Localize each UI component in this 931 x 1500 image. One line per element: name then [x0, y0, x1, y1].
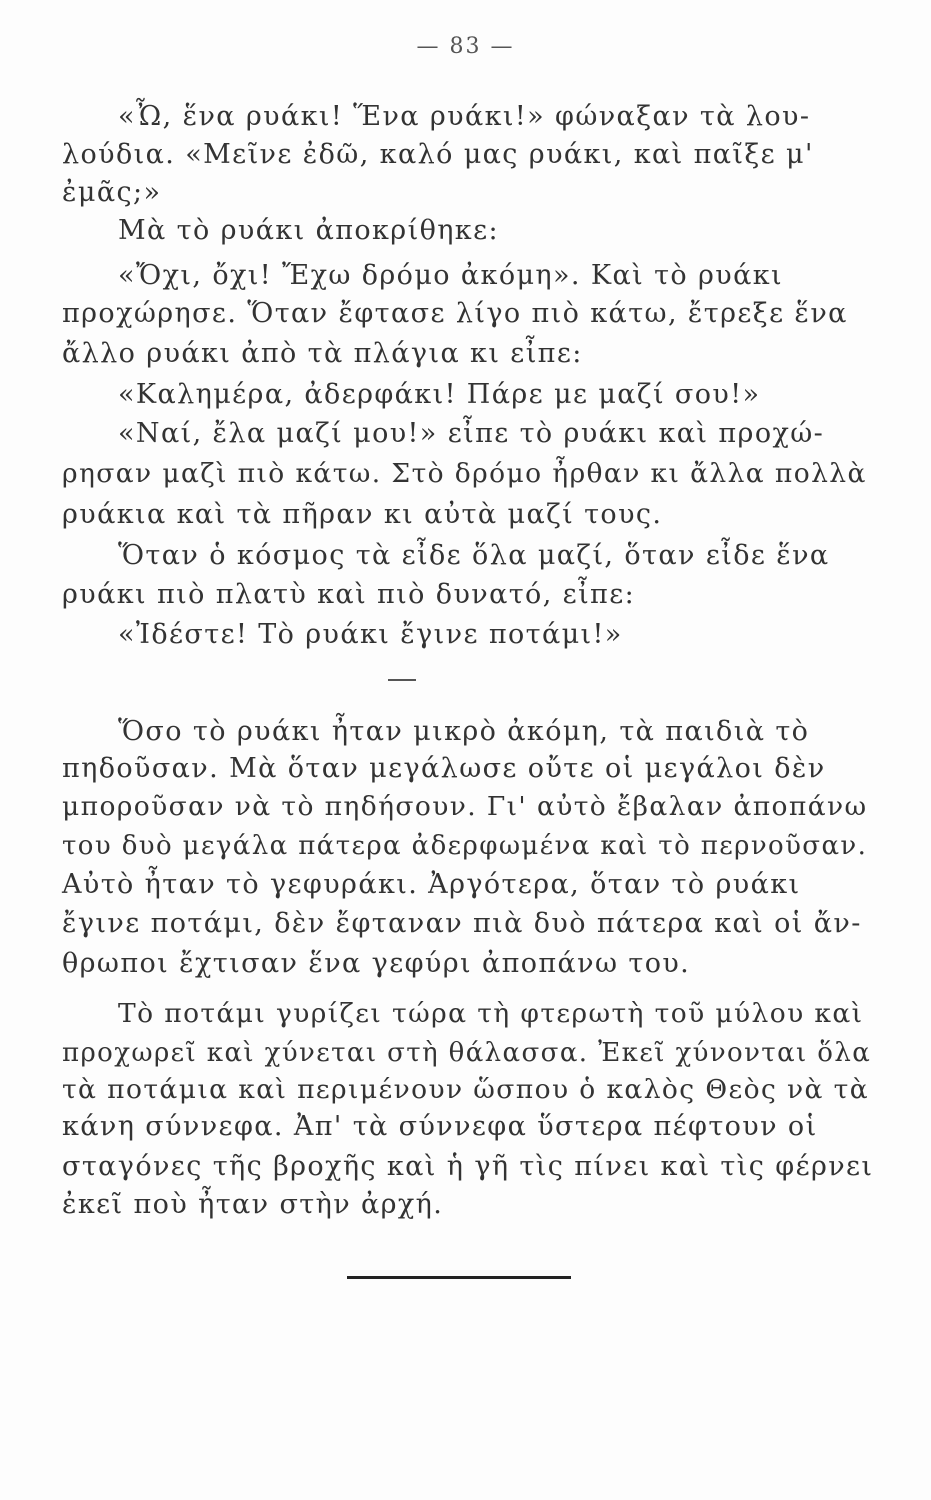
text-line: ρυάκια καὶ τὰ πῆραν κι αὐτὰ μαζί τους. [62, 499, 663, 530]
text-line: θρωποι ἔχτισαν ἕνα γεφύρι ἀποπάνω του. [62, 948, 691, 979]
text-line: «Ναί, ἔλα μαζί μου!» εἶπε τὸ ρυάκι καὶ προχώ- [118, 418, 825, 449]
text-line: ρυάκι πιὸ πλατὺ καὶ πιὸ δυνατό, εἶπε: [62, 579, 636, 610]
text-line: Ὅταν ὁ κόσμος τὰ εἶδε ὅλα μαζί, ὅταν εἶδε ἕνα [118, 540, 830, 571]
page-number: — 83 — [416, 34, 515, 59]
text-line: Ὅσο τὸ ρυάκι ἦταν μικρὸ ἀκόμη, τὰ παιδιὰ τὸ [118, 716, 810, 747]
text-line: «Καλημέρα, ἀδερφάκι! Πάρε με μαζί σου!» [118, 379, 761, 410]
end-rule [347, 1276, 571, 1279]
text-line: ἐκεῖ ποὺ ἦταν στὴν ἀρχή. [62, 1189, 444, 1220]
text-line: Μὰ τὸ ρυάκι ἀποκρίθηκε: [118, 215, 499, 246]
text-line: σταγόνες τῆς βροχῆς καὶ ἡ γῆ τὶς πίνει καὶ τὶς φέρνει [62, 1151, 874, 1182]
text-line: του δυὸ μεγάλα πάτερα ἀδερφωμένα καὶ τὸ περνοῦσαν. [62, 831, 868, 861]
text-line: «Ὦ, ἕνα ρυάκι! Ἕνα ρυάκι!» φώναξαν τὰ λου- [118, 101, 811, 132]
text-line: προχώρησε. Ὅταν ἔφτασε λίγο πιὸ κάτω, ἔτρεξε ἕνα [62, 298, 848, 329]
text-line: μποροῦσαν νὰ τὸ πηδήσουν. Γι' αὐτὸ ἔβαλαν ἀποπάνω [62, 791, 868, 822]
text-line: τὰ ποτάμια καὶ περιμένουν ὥσπου ὁ καλὸς Θεὸς νὰ τὰ [62, 1074, 869, 1105]
text-line: «Ἰδέστε! Τὸ ρυάκι ἔγινε ποτάμι!» [118, 619, 623, 650]
text-line: ἄλλο ρυάκι ἀπὸ τὰ πλάγια κι εἶπε: [62, 338, 583, 369]
text-line: ρησαν μαζὶ πιὸ κάτω. Στὸ δρόμο ἦρθαν κι ἄλλα πολλὰ [62, 458, 867, 489]
text-line: ἔγινε ποτάμι, δὲν ἔφταναν πιὰ δυὸ πάτερα καὶ οἱ ἄν- [62, 908, 862, 939]
text-line: «Ὄχι, ὄχι! Ἔχω δρόμο ἀκόμη». Καὶ τὸ ρυάκι [118, 260, 784, 291]
text-line: πηδοῦσαν. Μὰ ὅταν μεγάλωσε οὔτε οἱ μεγάλοι δὲν [62, 753, 826, 784]
text-line: ἐμᾶς;» [62, 177, 162, 208]
section-divider [388, 679, 416, 681]
text-line: λούδια. «Μεῖνε ἐδῶ, καλό μας ρυάκι, καὶ παῖξε μ' [62, 139, 814, 170]
text-line: Τὸ ποτάμι γυρίζει τώρα τὴ φτερωτὴ τοῦ μύλου καὶ [118, 998, 864, 1029]
text-line: κάνη σύννεφα. Ἀπ' τὰ σύννεφα ὕστερα πέφτουν οἱ [62, 1111, 818, 1142]
text-line: Αὐτὸ ἦταν τὸ γεφυράκι. Ἀργότερα, ὅταν τὸ ρυάκι [62, 869, 801, 900]
text-line: προχωρεῖ καὶ χύνεται στὴ θάλασσα. Ἐκεῖ χύνονται ὅλα [62, 1038, 872, 1068]
